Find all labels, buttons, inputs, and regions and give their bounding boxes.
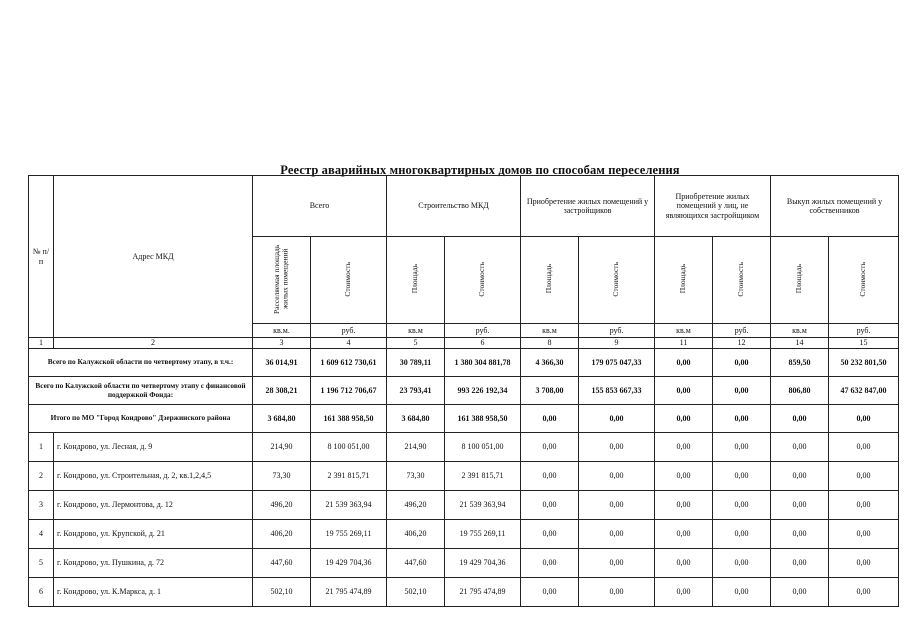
row-value: 8 100 051,00 [445, 433, 521, 462]
subcol-header: Стоимость [311, 237, 387, 324]
row-value: 19 755 269,11 [311, 520, 387, 549]
row-value: 0,00 [521, 462, 579, 491]
row-value: 0,00 [579, 491, 655, 520]
column-number: 6 [445, 338, 521, 349]
row-address: г. Кондрово, ул. Пушкина, д. 72 [54, 549, 253, 578]
column-number: 8 [521, 338, 579, 349]
summary-value: 806,80 [771, 377, 829, 405]
column-number: 4 [311, 338, 387, 349]
summary-value: 0,00 [521, 405, 579, 433]
column-number: 14 [771, 338, 829, 349]
row-value: 0,00 [655, 462, 713, 491]
column-number: 2 [54, 338, 253, 349]
row-value: 21 539 363,94 [445, 491, 521, 520]
row-value: 19 429 704,36 [311, 549, 387, 578]
row-value: 0,00 [829, 578, 899, 607]
unit-cell: руб. [713, 324, 771, 338]
table-row [29, 578, 899, 607]
summary-value: 0,00 [655, 377, 713, 405]
subcol-header: Площадь [387, 237, 445, 324]
subcol-header: Расселяемая площадь жилых помещений [253, 237, 311, 324]
row-value: 19 755 269,11 [445, 520, 521, 549]
header-col-no: № п/п [29, 176, 54, 338]
row-value: 0,00 [713, 578, 771, 607]
summary-value: 0,00 [829, 405, 899, 433]
subcol-header: Площадь [771, 237, 829, 324]
summary-value: 1 609 612 730,61 [311, 349, 387, 377]
row-value: 21 539 363,94 [311, 491, 387, 520]
summary-value: 28 308,21 [253, 377, 311, 405]
row-value: 496,20 [387, 491, 445, 520]
header-group-buyout: Выкуп жилых помещений у собственников [771, 176, 899, 237]
column-number: 3 [253, 338, 311, 349]
subcol-header: Площадь [521, 237, 579, 324]
summary-value: 4 366,30 [521, 349, 579, 377]
row-number: 4 [29, 520, 54, 549]
unit-cell: кв.м [655, 324, 713, 338]
summary-value: 0,00 [771, 405, 829, 433]
header-group-purchase-developers: Приобретение жилых помещений у застройщиков [521, 176, 655, 237]
summary-value: 0,00 [713, 377, 771, 405]
row-value: 0,00 [829, 491, 899, 520]
row-number: 6 [29, 578, 54, 607]
subcol-header: Стоимость [579, 237, 655, 324]
row-value: 406,20 [253, 520, 311, 549]
row-value: 0,00 [771, 433, 829, 462]
row-value: 0,00 [521, 549, 579, 578]
row-value: 0,00 [771, 520, 829, 549]
summary-value: 3 684,80 [253, 405, 311, 433]
row-value: 73,30 [253, 462, 311, 491]
row-value: 0,00 [579, 549, 655, 578]
unit-cell: руб. [579, 324, 655, 338]
subcol-header: Стоимость [829, 237, 899, 324]
row-value: 0,00 [829, 520, 899, 549]
row-value: 19 429 704,36 [445, 549, 521, 578]
subcol-header: Площадь [655, 237, 713, 324]
row-address: г. Кондрово, ул. Лесная, д. 9 [54, 433, 253, 462]
row-value: 0,00 [521, 520, 579, 549]
row-value: 496,20 [253, 491, 311, 520]
row-value: 0,00 [713, 520, 771, 549]
column-number: 9 [579, 338, 655, 349]
row-value: 0,00 [579, 462, 655, 491]
row-value: 0,00 [655, 433, 713, 462]
summary-value: 30 789,11 [387, 349, 445, 377]
row-value: 0,00 [771, 578, 829, 607]
row-address: г. Кондрово, ул. К.Маркса, д. 1 [54, 578, 253, 607]
row-value: 0,00 [579, 433, 655, 462]
row-value: 214,90 [387, 433, 445, 462]
summary-value: 0,00 [713, 405, 771, 433]
summary-row [29, 405, 899, 433]
subcol-header: Стоимость [445, 237, 521, 324]
row-value: 8 100 051,00 [311, 433, 387, 462]
summary-label: Итого по МО "Город Кондрово" Дзержинского района [29, 405, 253, 433]
summary-label: Всего по Калужской области по четвертому этапу с финансовой поддержкой Фонда: [29, 377, 253, 405]
row-number: 2 [29, 462, 54, 491]
table-row [29, 520, 899, 549]
summary-value: 0,00 [655, 405, 713, 433]
row-value: 0,00 [521, 433, 579, 462]
registry-table [28, 175, 899, 607]
row-value: 73,30 [387, 462, 445, 491]
table-row [29, 491, 899, 520]
row-value: 214,90 [253, 433, 311, 462]
row-address: г. Кондрово, ул. Строительная, д. 2, кв.1,2,4,5 [54, 462, 253, 491]
row-value: 21 795 474,89 [311, 578, 387, 607]
summary-label: Всего по Калужской области по четвертому этапу, в т.ч.: [29, 349, 253, 377]
unit-cell: руб. [829, 324, 899, 338]
summary-value: 3 708,00 [521, 377, 579, 405]
row-value: 0,00 [771, 491, 829, 520]
row-value: 0,00 [713, 549, 771, 578]
table-row [29, 433, 899, 462]
row-value: 21 795 474,89 [445, 578, 521, 607]
row-number: 1 [29, 433, 54, 462]
unit-cell: кв.м [521, 324, 579, 338]
summary-value: 179 075 047,33 [579, 349, 655, 377]
summary-row [29, 377, 899, 405]
row-value: 447,60 [387, 549, 445, 578]
unit-cell: руб. [311, 324, 387, 338]
summary-value: 3 684,80 [387, 405, 445, 433]
row-value: 0,00 [829, 462, 899, 491]
row-value: 0,00 [521, 578, 579, 607]
row-value: 0,00 [829, 549, 899, 578]
row-value: 0,00 [829, 433, 899, 462]
table-row [29, 549, 899, 578]
header-group-row [29, 176, 899, 237]
row-value: 447,60 [253, 549, 311, 578]
row-value: 0,00 [713, 462, 771, 491]
unit-cell: кв.м [771, 324, 829, 338]
summary-value: 155 853 667,33 [579, 377, 655, 405]
summary-value: 161 388 958,50 [311, 405, 387, 433]
summary-value: 50 232 801,50 [829, 349, 899, 377]
summary-value: 859,50 [771, 349, 829, 377]
row-value: 2 391 815,71 [311, 462, 387, 491]
header-col-address: Адрес МКД [54, 176, 253, 338]
summary-value: 0,00 [579, 405, 655, 433]
unit-cell: кв.м. [253, 324, 311, 338]
row-address: г. Кондрово, ул. Лермонтова, д. 12 [54, 491, 253, 520]
summary-value: 161 388 958,50 [445, 405, 521, 433]
row-value: 0,00 [655, 578, 713, 607]
row-value: 502,10 [387, 578, 445, 607]
column-number: 12 [713, 338, 771, 349]
row-value: 406,20 [387, 520, 445, 549]
summary-value: 23 793,41 [387, 377, 445, 405]
row-value: 0,00 [579, 520, 655, 549]
row-number: 3 [29, 491, 54, 520]
row-value: 2 391 815,71 [445, 462, 521, 491]
header-group-construction: Строительство МКД [387, 176, 521, 237]
summary-value: 0,00 [655, 349, 713, 377]
row-value: 0,00 [579, 578, 655, 607]
column-number: 1 [29, 338, 54, 349]
row-value: 0,00 [771, 462, 829, 491]
row-value: 0,00 [713, 433, 771, 462]
row-value: 0,00 [713, 491, 771, 520]
summary-value: 0,00 [713, 349, 771, 377]
unit-cell: руб. [445, 324, 521, 338]
unit-cell: кв.м [387, 324, 445, 338]
row-value: 0,00 [655, 491, 713, 520]
subcol-header: Стоимость [713, 237, 771, 324]
summary-value: 36 014,91 [253, 349, 311, 377]
row-value: 0,00 [521, 491, 579, 520]
summary-value: 993 226 192,34 [445, 377, 521, 405]
row-value: 502,10 [253, 578, 311, 607]
column-number: 15 [829, 338, 899, 349]
table-row [29, 462, 899, 491]
summary-value: 1 196 712 706,67 [311, 377, 387, 405]
summary-value: 47 632 847,00 [829, 377, 899, 405]
column-number: 5 [387, 338, 445, 349]
row-number: 5 [29, 549, 54, 578]
summary-row [29, 349, 899, 377]
row-value: 0,00 [655, 520, 713, 549]
header-group-total: Всего [253, 176, 387, 237]
document-title: Реестр аварийных многоквартирных домов по способам переселения [280, 163, 680, 177]
row-value: 0,00 [771, 549, 829, 578]
column-number-row [29, 338, 899, 349]
row-address: г. Кондрово, ул. Крупской, д. 21 [54, 520, 253, 549]
column-number: 11 [655, 338, 713, 349]
header-group-purchase-non-developers: Приобретение жилых помещений у лиц, не являющихся застройщиком [655, 176, 771, 237]
summary-value: 1 380 304 881,78 [445, 349, 521, 377]
row-value: 0,00 [655, 549, 713, 578]
